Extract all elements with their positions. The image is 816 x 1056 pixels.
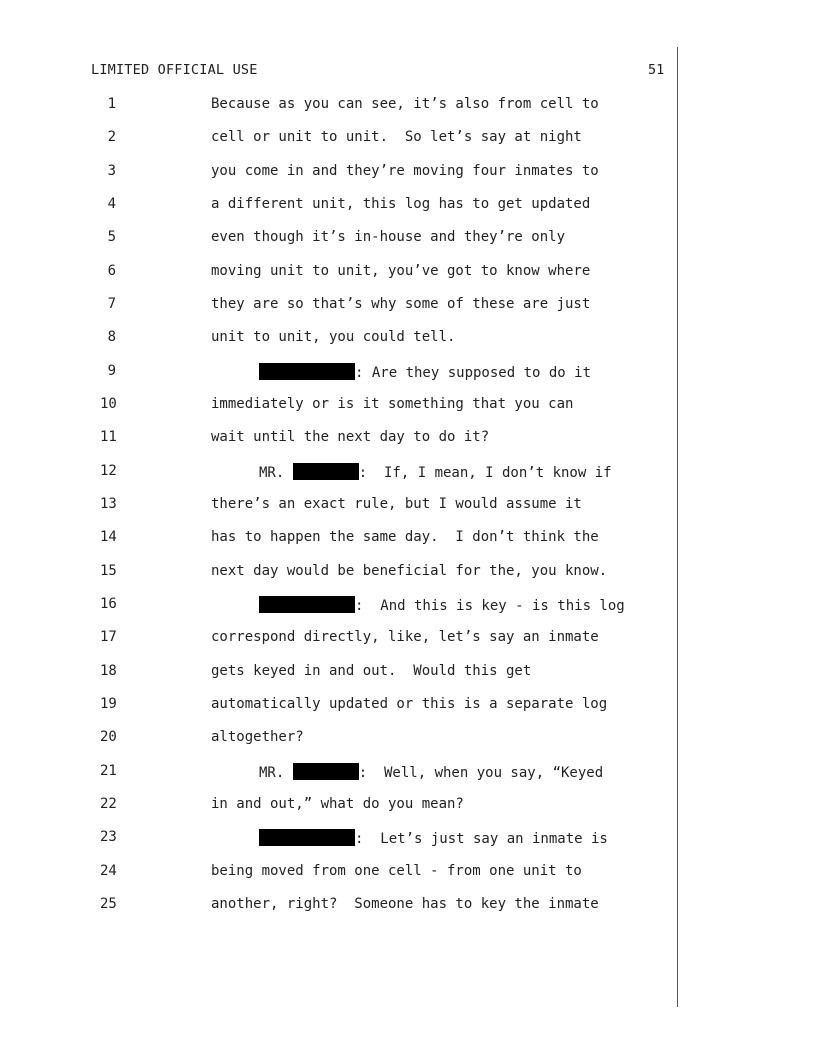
line-text: cell or unit to unit. So let’s say at night — [211, 129, 582, 145]
line-text: being moved from one cell - from one unit to — [211, 863, 582, 879]
line-number: 2 — [107, 129, 116, 145]
line-number: 4 — [107, 196, 116, 212]
line-text: next day would be beneficial for the, you know. — [211, 563, 608, 579]
line-number: 10 — [100, 396, 117, 412]
line-number: 1 — [107, 96, 116, 112]
speaker-line-text — [259, 763, 603, 781]
line-text: correspond directly, like, let’s say an inmate — [211, 629, 599, 645]
line-text: another, right? Someone has to key the inmate — [211, 896, 599, 912]
line-number: 14 — [100, 529, 117, 545]
line-number: 23 — [100, 829, 117, 845]
speaker-statement: : And this is key - is this log — [355, 598, 625, 614]
transcript-line — [0, 329, 816, 351]
transcript-line — [0, 496, 816, 518]
transcript-line — [0, 863, 816, 885]
redaction-block — [259, 596, 355, 613]
line-text: gets keyed in and out. Would this get — [211, 663, 532, 679]
line-text: in and out,” what do you mean? — [211, 796, 464, 812]
line-number: 12 — [100, 463, 117, 479]
line-number: 3 — [107, 163, 116, 179]
redaction-block — [293, 763, 359, 780]
line-number: 11 — [100, 429, 117, 445]
line-number: 19 — [100, 696, 117, 712]
line-number: 16 — [100, 596, 117, 612]
line-number: 5 — [107, 229, 116, 245]
transcript-line — [0, 529, 816, 551]
redaction-block — [259, 363, 355, 380]
speaker-prefix: MR. — [259, 765, 293, 781]
line-text: Because as you can see, it’s also from cell to — [211, 96, 599, 112]
line-number: 25 — [100, 896, 117, 912]
line-number: 9 — [107, 363, 116, 379]
speaker-prefix: MR. — [259, 465, 293, 481]
speaker-line-text — [259, 596, 625, 614]
transcript-line — [0, 563, 816, 585]
transcript-line — [0, 729, 816, 751]
transcript-line — [0, 229, 816, 251]
speaker-line-text — [259, 829, 608, 847]
line-text: wait until the next day to do it? — [211, 429, 490, 445]
transcript-line — [0, 396, 816, 418]
speaker-statement: : Well, when you say, “Keyed — [358, 765, 604, 781]
line-number: 8 — [107, 329, 116, 345]
line-number: 17 — [100, 629, 117, 645]
transcript-line — [0, 129, 816, 151]
line-number: 15 — [100, 563, 117, 579]
speaker-line-text — [259, 363, 591, 381]
transcript-line — [0, 263, 816, 285]
transcript-line — [0, 96, 816, 118]
transcript-line — [0, 663, 816, 685]
line-text: has to happen the same day. I don’t think the — [211, 529, 599, 545]
line-number: 7 — [107, 296, 116, 312]
transcript-line — [0, 763, 816, 785]
line-text: they are so that’s why some of these are just — [211, 296, 591, 312]
line-text: immediately or is it something that you can — [211, 396, 574, 412]
line-text: even though it’s in-house and they’re only — [211, 229, 566, 245]
line-text: a different unit, this log has to get updated — [211, 196, 591, 212]
page-number: 51 — [648, 62, 665, 78]
transcript-line — [0, 363, 816, 385]
transcript-line — [0, 829, 816, 851]
transcript-line — [0, 463, 816, 485]
line-text: moving unit to unit, you’ve got to know where — [211, 263, 591, 279]
line-number: 20 — [100, 729, 117, 745]
speaker-line-text — [259, 463, 612, 481]
line-number: 6 — [107, 263, 116, 279]
transcript-line — [0, 163, 816, 185]
speaker-statement: : If, I mean, I don’t know if — [358, 465, 612, 481]
transcript-line — [0, 629, 816, 651]
speaker-statement: : Are they supposed to do it — [355, 365, 592, 381]
transcript-line — [0, 296, 816, 318]
redaction-block — [259, 829, 355, 846]
line-number: 21 — [100, 763, 117, 779]
transcript-line — [0, 429, 816, 451]
line-text: automatically updated or this is a separate log — [211, 696, 608, 712]
transcript-line — [0, 696, 816, 718]
line-number: 24 — [100, 863, 117, 879]
classification-header: LIMITED OFFICIAL USE — [91, 62, 258, 78]
line-text: you come in and they’re moving four inmates to — [211, 163, 599, 179]
line-number: 18 — [100, 663, 117, 679]
transcript-line — [0, 196, 816, 218]
speaker-statement: : Let’s just say an inmate is — [355, 831, 608, 847]
transcript-line — [0, 896, 816, 918]
line-number: 13 — [100, 496, 117, 512]
line-number: 22 — [100, 796, 117, 812]
line-text: unit to unit, you could tell. — [211, 329, 456, 345]
line-text: there’s an exact rule, but I would assume it — [211, 496, 582, 512]
redaction-block — [293, 463, 359, 480]
transcript-line — [0, 796, 816, 818]
line-text: altogether? — [211, 729, 304, 745]
transcript-line — [0, 596, 816, 618]
